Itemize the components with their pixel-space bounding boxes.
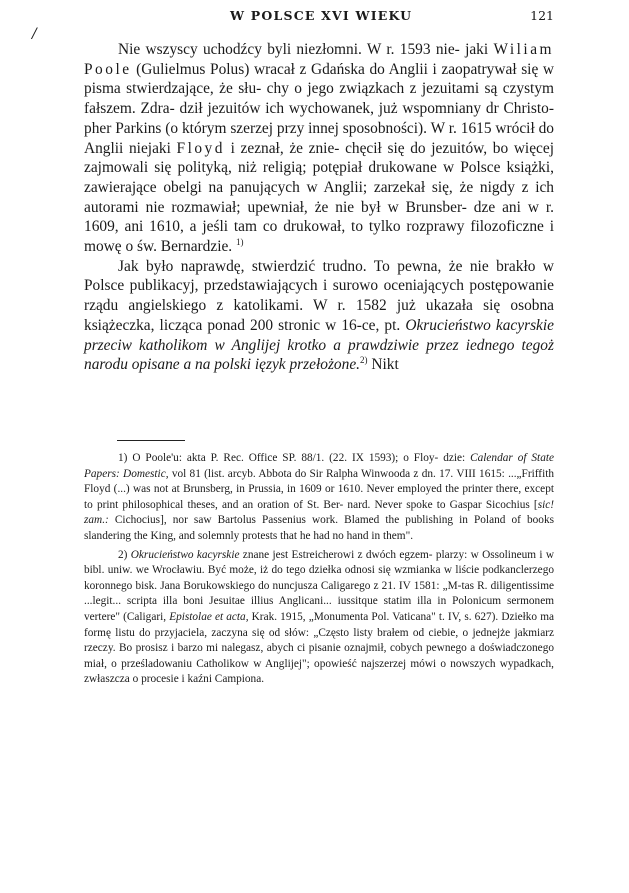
italic-run: Calendar of State Papers: Domestic, bbox=[84, 452, 554, 480]
footnote-ref-2: 2) bbox=[360, 355, 368, 366]
footnote-divider bbox=[117, 440, 185, 441]
text-run: (Gulielmus Polus) wracał z Gdańska do Anglii i zaopatrywał się w pisma stwierdzające, że słu- chy o jego związkach z jezuitami są czystym fałszem. Zdra- dził jezuitów ich wychowanek, już wspomniany dr Christo- pher Parkins (o którym szerzej przy innej sposobności). W r. 1615 wrócił do Anglii niejaki bbox=[84, 60, 554, 157]
text-run: Nikt bbox=[367, 356, 399, 374]
footnote-2 bbox=[84, 548, 554, 688]
text-run: 1) O Poole'u: akta P. Rec. Office SP. 88/1. (22. IX 1593); o Floy- dzie: bbox=[118, 452, 471, 464]
footnote-1 bbox=[84, 451, 554, 545]
paragraph-1 bbox=[84, 40, 554, 257]
italic-run: sic! zam.: bbox=[84, 498, 554, 527]
text-run: Krak. 1915, „Monumenta Pol. Vaticana" t. IV, s. 627). Dziełko ma formę listu do przyjaciela, zaczyna się od słów: „Często listy brałem od ciebie, o jednejże jakmiarz rzeczy. Bo prosisz i barzo mi nalegasz, abych ci pisanie oznajmił, cobych pewnego a doświadczonego miał, o prześladowaniu Catholikow w Anglijej"; opowieść najszerzej mówi o nowszych wypadkach, zwłaszcza o procesie i kaźni Campiona. bbox=[84, 610, 555, 686]
text-run: i zeznał, że znie- chęcił się do jezuitów, bo więcej zajmowali się polityką, niż religią; potępiał drukowane w Polsce książki, zawierające obelgi na panujących w Anglii; zarzekał się, że nigdy z ich autorami nie rozmawiał; upewniał, że nie był w Brunsber- dze ani w r. 1609, ani 1610, a jeśli tam co drukował, to tylko rozprawy filozoficzne i mowę o św. Bernardzie. bbox=[84, 139, 554, 256]
book-title: Okrucieństwo kacyrskie przeciw katholikom w Anglijej krotko a prawdziwie przez iednego tegoż narodu opisane a na polski ięzyk przełożone. bbox=[84, 316, 554, 374]
page-number: 121 bbox=[530, 8, 554, 23]
text-run: znane jest Estreicherowi z dwóch egzem- plarzy: w Ossolineum i w bibl. uniw. we Wrocławiu. Być może, iż do tego dziełka odnosi się wzmianka w liście podkanclerzego koronnego bisk. Jana Borukowskiego do nuncjusza Caligarego z 21. IV 1581: „M-tas R. diligentissime ...legit... scripta illa boni Jesuitae illius Anglicani... iussitque statim illa in Polonicum sermonem vertere" (Caligari, bbox=[84, 548, 554, 623]
name-poole: Wiliam Poole bbox=[84, 41, 554, 78]
text-run: Cichocius], nor saw Bartolus Passenius work. Blamed the publishing in Poland of books slandering the King, and solemnly protests that he had no hand in them". bbox=[84, 514, 554, 542]
footnotes bbox=[84, 451, 554, 688]
paragraph-2 bbox=[84, 257, 554, 375]
italic-run: Okrucieństwo kacyrskie bbox=[130, 548, 240, 561]
text-run: Jak było naprawdę, stwierdzić trudno. To pewna, że nie brakło w Polsce publikacyj, przedstawiających i surowo oceniających postępowanie rządu angielskiego z katolikami. W r. 1582 już ukazała się osobna książeczka, licząca ponad 200 stronic w 16-ce, pt. bbox=[84, 257, 554, 334]
footnote-ref-1: 1) bbox=[236, 236, 244, 247]
name-floyd: Floyd bbox=[176, 139, 225, 157]
text-run: Nie wszyscy uchodźcy byli niezłomni. W r. 1593 nie- jaki bbox=[118, 41, 494, 58]
main-text bbox=[84, 40, 554, 375]
italic-run: Epistolae et acta, bbox=[169, 610, 249, 623]
running-title: W POLSCE XVI WIEKU bbox=[230, 8, 413, 23]
margin-mark: / bbox=[32, 26, 37, 42]
page-header bbox=[84, 8, 554, 24]
text-run: 2) bbox=[118, 548, 131, 561]
text-run: vol 81 (list. arcyb. Abbota do Sir Ralpha Winwooda z dn. 17. VIII 1615: ...„Friffith Floyd (...) was not at Brunsberg, in Prussia, in 1609 or 1610. Never employed the printer there, except to print philosophical theses, and an oration of St. Ber- nard. Never spoke to Gaspar Sicochius [ bbox=[84, 467, 554, 511]
